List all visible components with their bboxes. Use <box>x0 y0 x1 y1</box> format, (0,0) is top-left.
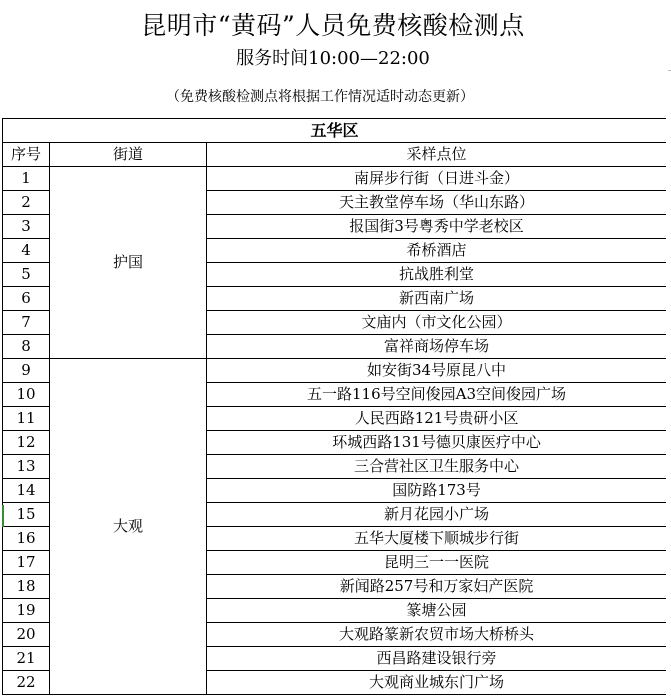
header-row <box>3 143 667 167</box>
sampling-site: 希桥酒店 <box>207 239 667 263</box>
sampling-site: 大观路篆新农贸市场大桥桥头 <box>207 623 667 647</box>
row-number: 18 <box>3 575 50 599</box>
street-name: 大观 <box>50 359 207 695</box>
row-number: 10 <box>3 383 50 407</box>
sampling-site: 三合营社区卫生服务中心 <box>207 455 667 479</box>
row-number: 2 <box>3 191 50 215</box>
district-row <box>3 119 667 143</box>
row-number: 5 <box>3 263 50 287</box>
row-number: 13 <box>3 455 50 479</box>
sampling-site: 南屏步行街（日进斗金） <box>207 167 667 191</box>
window-edge <box>666 0 671 700</box>
street-name: 护国 <box>50 167 207 359</box>
row-number: 6 <box>3 287 50 311</box>
sampling-site: 如安街34号原昆八中 <box>207 359 667 383</box>
row-number: 16 <box>3 527 50 551</box>
sampling-site: 人民西路121号贵研小区 <box>207 407 667 431</box>
sampling-site: 报国街3号粤秀中学老校区 <box>207 215 667 239</box>
row-number: 22 <box>3 671 50 695</box>
row-number: 17 <box>3 551 50 575</box>
testing-sites-table <box>2 118 667 695</box>
sampling-site: 天主教堂停车场（华山东路） <box>207 191 667 215</box>
active-row-marker <box>2 505 4 527</box>
row-number: 3 <box>3 215 50 239</box>
row-number: 4 <box>3 239 50 263</box>
sampling-site: 五一路116号空间俊园A3空间俊园广场 <box>207 383 667 407</box>
sampling-site: 篆塘公园 <box>207 599 667 623</box>
sampling-site: 环城西路131号德贝康医疗中心 <box>207 431 667 455</box>
row-number: 21 <box>3 647 50 671</box>
column-header-street: 街道 <box>50 143 207 167</box>
service-time: 服务时间10:00—22:00 <box>236 48 430 69</box>
sampling-site: 国防路173号 <box>207 479 667 503</box>
row-number: 7 <box>3 311 50 335</box>
sampling-site: 富祥商场停车场 <box>207 335 667 359</box>
row-number: 14 <box>3 479 50 503</box>
row-number: 11 <box>3 407 50 431</box>
sampling-site: 大观商业城东门广场 <box>207 671 667 695</box>
sampling-site: 昆明三一一医院 <box>207 551 667 575</box>
row-number: 8 <box>3 335 50 359</box>
table-row <box>3 167 667 191</box>
sampling-site: 新月花园小广场 <box>207 503 667 527</box>
column-header-site: 采样点位 <box>207 143 667 167</box>
sampling-site: 新闻路257号和万家妇产医院 <box>207 575 667 599</box>
sampling-site: 文庙内（市文化公园） <box>207 311 667 335</box>
update-note: （免费核酸检测点将根据工作情况适时动态更新） <box>166 89 474 105</box>
row-number: 9 <box>3 359 50 383</box>
district-name: 五华区 <box>3 119 667 143</box>
row-number: 15 <box>3 503 50 527</box>
row-number: 20 <box>3 623 50 647</box>
row-number: 12 <box>3 431 50 455</box>
sampling-site: 新西南广场 <box>207 287 667 311</box>
sampling-site: 抗战胜利堂 <box>207 263 667 287</box>
page-title: 昆明市“黄码”人员免费核酸检测点 <box>141 11 525 40</box>
sampling-site: 西昌路建设银行旁 <box>207 647 667 671</box>
row-number: 19 <box>3 599 50 623</box>
sampling-site: 五华大厦楼下顺城步行街 <box>207 527 667 551</box>
column-header-seq: 序号 <box>3 143 50 167</box>
row-number: 1 <box>3 167 50 191</box>
table-row <box>3 359 667 383</box>
